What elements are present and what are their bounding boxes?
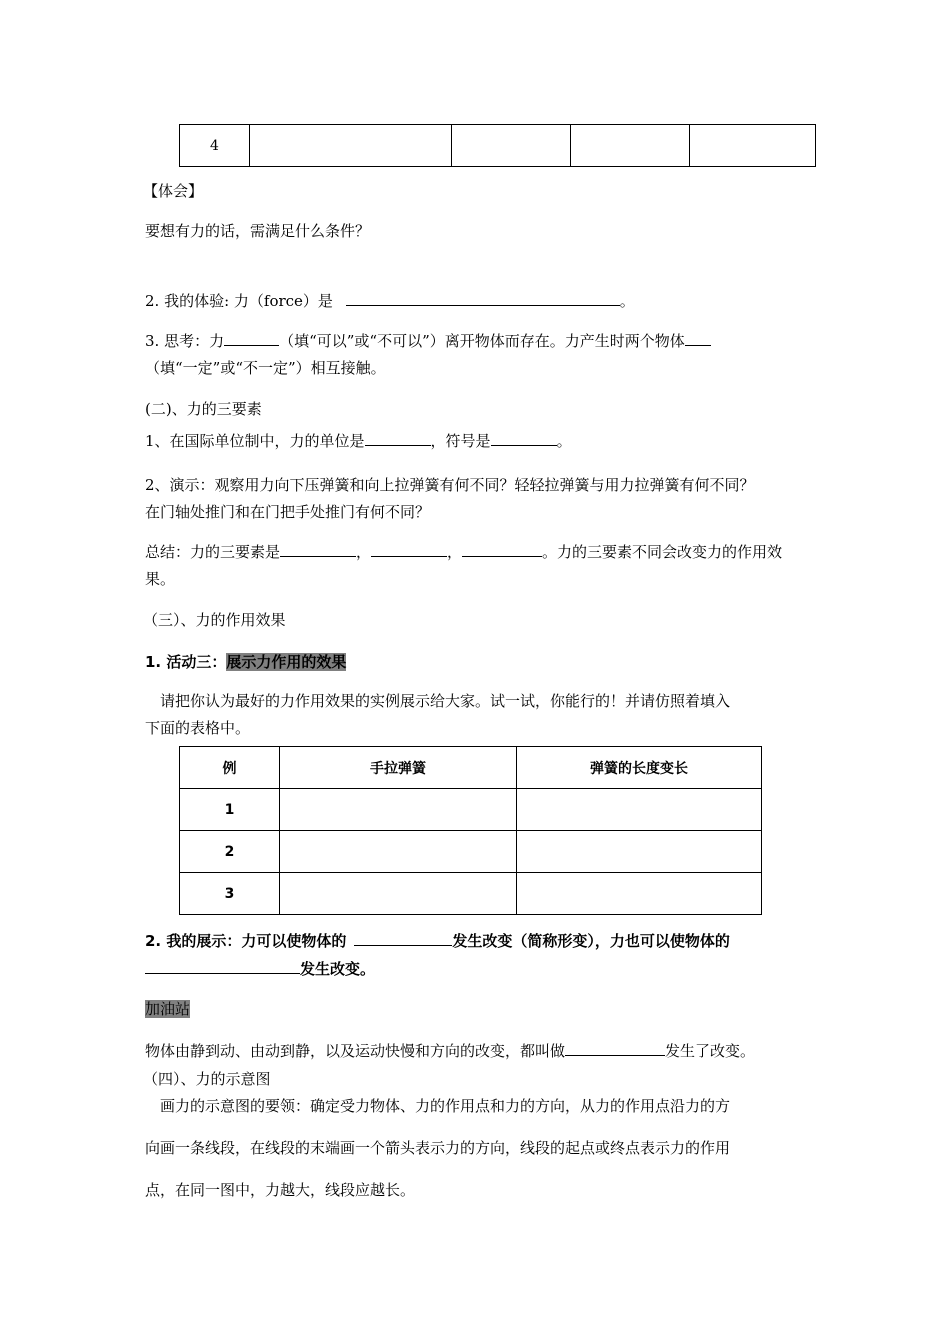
summary-blank-1[interactable] [280, 541, 356, 557]
table-cell [250, 125, 452, 167]
table-cell[interactable] [280, 831, 517, 873]
table-cell[interactable] [517, 831, 762, 873]
row-number-cell: 4 [180, 125, 250, 167]
header-spring-longer: 弹簧的长度变长 [517, 747, 762, 789]
my-show-line2 [145, 958, 375, 979]
unit-question [145, 430, 572, 451]
row-number-cell: 3 [180, 873, 280, 915]
table-cell[interactable] [280, 873, 517, 915]
experience-prefix: 2. 我的体验: 力（force）是 [145, 292, 333, 310]
diagram-line1: 画力的示意图的要领：确定受力物体、力的作用点和力的方向，从力的作用点沿力的方 [160, 1097, 731, 1115]
my-show-line1 [145, 930, 730, 951]
section-heading-diagram: （四）、力的示意图 [143, 1070, 271, 1088]
summary-sep: ， [447, 543, 463, 561]
diagram-line3: 点，在同一图中，力越大，线段应越长。 [145, 1181, 416, 1199]
demo-line1: 2、演示：观察用力向下压弹簧和向上拉弹簧有何不同？轻轻拉弹簧与用力拉弹簧有何不同？ [145, 476, 755, 494]
motion-prefix: 物体由静到动、由动到静，以及运动快慢和方向的改变，都叫做 [145, 1042, 566, 1060]
row-number-cell: 2 [180, 831, 280, 873]
show-middle: 发生改变（简称形变），力也可以使物体的 [452, 932, 730, 950]
table-header-row [180, 747, 762, 789]
motion-suffix: 发生了改变。 [665, 1042, 756, 1060]
header-example: 例 [180, 747, 280, 789]
unit-text: 1、在国际单位制中，力的单位是 [145, 432, 365, 450]
unit-blank[interactable] [365, 430, 431, 446]
think-item-line1 [145, 330, 711, 351]
summary-sep: ， [356, 543, 372, 561]
effects-table [179, 746, 762, 915]
table-cell [690, 125, 816, 167]
summary-prefix: 总结：力的三要素是 [145, 543, 281, 561]
activity-title: 展示力作用的效果 [226, 653, 347, 671]
summary-line1 [145, 541, 782, 562]
think-prefix: 3. 思考：力 [145, 332, 225, 350]
think-item-line2: （填“一定”或“不一定”）相互接触。 [145, 359, 386, 377]
activity-intro-line2: 下面的表格中。 [145, 719, 251, 737]
motion-state-line [145, 1040, 755, 1061]
symbol-text: ，符号是 [430, 432, 491, 450]
summary-suffix: 。力的三要素不同会改变力的作用效 [542, 543, 783, 561]
table-continuation [179, 124, 816, 167]
section-heading-tihui: 【体会】 [143, 182, 204, 200]
row-number-cell: 1 [180, 789, 280, 831]
section-heading-three-elements: (二)、力的三要素 [145, 400, 262, 418]
table-cell [571, 125, 690, 167]
experience-suffix: 。 [619, 292, 635, 310]
condition-question: 要想有力的话，需满足什么条件？ [145, 222, 371, 240]
summary-line2: 果。 [145, 570, 176, 588]
think-blank-1[interactable] [224, 330, 279, 346]
section-heading-effects: （三）、力的作用效果 [143, 611, 286, 629]
table-cell[interactable] [280, 789, 517, 831]
table-cell[interactable] [517, 873, 762, 915]
show-suffix: 发生改变。 [300, 960, 376, 978]
symbol-blank[interactable] [491, 430, 557, 446]
table-row [180, 873, 762, 915]
diagram-line2: 向画一条线段，在线段的末端画一个箭头表示力的方向，线段的起点或终点表示力的作用 [145, 1139, 731, 1157]
show-blank-2[interactable] [145, 958, 300, 974]
table-cell[interactable] [517, 789, 762, 831]
table-row [180, 789, 762, 831]
motion-blank[interactable] [565, 1040, 665, 1056]
activity-intro-line1: 请把你认为最好的力作用效果的实例展示给大家。试一试，你能行的！并请仿照着填入 [160, 692, 731, 710]
table-row [180, 125, 816, 167]
demo-line2: 在门轴处推门和在门把手处推门有何不同？ [145, 503, 431, 521]
summary-blank-2[interactable] [371, 541, 447, 557]
show-blank-1[interactable] [354, 930, 452, 946]
experience-blank[interactable] [346, 290, 620, 306]
activity-number: 1. 活动三： [145, 653, 227, 671]
summary-blank-3[interactable] [462, 541, 542, 557]
think-blank-2[interactable] [685, 330, 711, 346]
unit-end: 。 [556, 432, 572, 450]
activity-heading [145, 651, 346, 672]
jiayouzhan-label [145, 998, 190, 1019]
show-prefix: 2. 我的展示：力可以使物体的 [145, 932, 347, 950]
experience-item [145, 290, 635, 311]
think-middle: （填“可以”或“不可以”）离开物体而存在。力产生时两个物体 [279, 332, 685, 350]
jiayouzhan-tag: 加油站 [145, 1000, 191, 1018]
header-pull-spring: 手拉弹簧 [280, 747, 517, 789]
table-cell [452, 125, 571, 167]
table-row [180, 831, 762, 873]
